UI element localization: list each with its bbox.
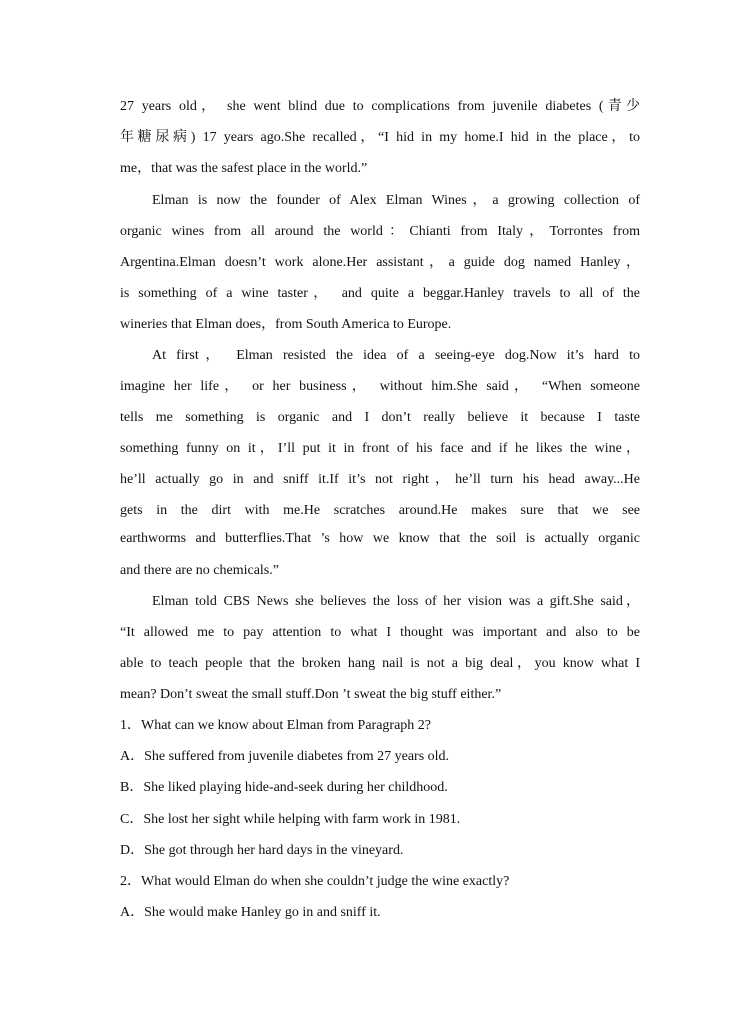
text-line: is something of a wine taster， and quite a beggar.Hanley travels to all of the [120, 286, 640, 301]
text-line: 年糖尿病) 17 years ago.She recalled，“I hid in my home.I hid in the place，to [120, 130, 640, 145]
option-2a: A．She would make Hanley go in and sniff it. [120, 905, 381, 920]
question-2: 2．What would Elman do when she couldn’t judge the wine exactly? [120, 874, 510, 889]
text-line: something funny on it，I’ll put it in front of his face and if he likes the wine， [120, 441, 640, 456]
text-line: he’ll actually go in and sniff it.If it’s not right，he’ll turn his head away...He [120, 472, 640, 487]
option-1d: D．She got through her hard days in the vineyard. [120, 843, 404, 858]
text-line: “It allowed me to pay attention to what I thought was important and also to be [120, 625, 640, 640]
text-line: Argentina.Elman doesn’t work alone.Her assistant，a guide dog named Hanley， [120, 255, 640, 270]
text-line: wineries that Elman does，from South America to Europe. [120, 317, 452, 332]
text-line: and there are no chemicals.” [120, 563, 279, 578]
text-line: mean? Don’t sweat the small stuff.Don ’t sweat the big stuff either.” [120, 687, 502, 702]
text-line: imagine her life， or her business， without him.She said， “When someone [120, 379, 640, 394]
option-1b: B．She liked playing hide-and-seek during her childhood. [120, 780, 448, 795]
text-line: Elman told CBS News she believes the loss of her vision was a gift.She said， [152, 594, 640, 609]
option-1c: C．She lost her sight while helping with farm work in 1981. [120, 812, 461, 827]
text-line: gets in the dirt with me.He scratches around.He makes sure that we see [120, 503, 640, 518]
text-line: At first， Elman resisted the idea of a seeing-eye dog.Now it’s hard to [152, 348, 640, 363]
text-line: 27 years old， she went blind due to complications from juvenile diabetes (青少 [120, 99, 640, 114]
option-1a: A．She suffered from juvenile diabetes from 27 years old. [120, 749, 450, 764]
text-line: earthworms and butterflies.That ’s how we know that the soil is actually organic [120, 531, 640, 546]
text-line: tells me something is organic and I don’t really believe it because I taste [120, 410, 640, 425]
text-line: Elman is now the founder of Alex Elman Wines，a growing collection of [152, 193, 640, 208]
text-line: organic wines from all around the world：Chianti from Italy，Torrontes from [120, 224, 640, 239]
question-1: 1．What can we know about Elman from Paragraph 2? [120, 718, 432, 733]
text-line: me，that was the safest place in the world.” [120, 161, 368, 176]
text-line: able to teach people that the broken hang nail is not a big deal，you know what I [120, 656, 640, 671]
